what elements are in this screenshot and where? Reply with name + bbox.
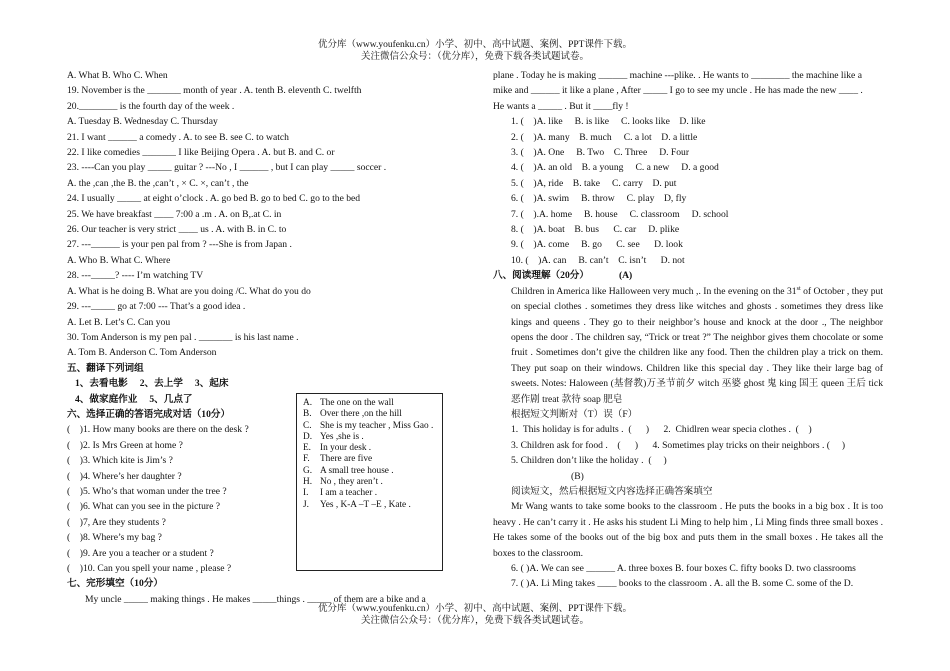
question-line: 25. We have breakfast ____ 7:00 a .m . A. on B,.at C. in <box>67 208 282 220</box>
question-line: 20.________ is the fourth day of the week . <box>67 100 235 112</box>
dialog-item: ( )7, Are they students ? <box>67 516 166 528</box>
option-letter: F. <box>303 454 310 465</box>
question-line: A. Tom B. Anderson C. Tom Anderson <box>67 347 217 359</box>
tf-instruction: 根据短文判断对（T）误（F） <box>511 408 638 420</box>
option-letter: E. <box>303 443 312 454</box>
section-6-title: 六、选择正确的答语完成对话（10分） <box>67 408 231 420</box>
question-line: A. Tuesday B. Wednesday C. Thursday <box>67 116 218 128</box>
b-question-6: 6. ( )A. We can see ______ A. three boxes B. four boxes C. fifty books D. two classrooms <box>511 563 856 574</box>
section-7-title: 七、完形填空（10分） <box>67 578 163 590</box>
question-line: 23. ----Can you play _____ guitar ? ---No , I ______ , but I can play _____ soccer . <box>67 162 387 174</box>
question-line: A. the ,can ,the B. the ,can’t , × C. ×, can’t , the <box>67 177 249 189</box>
cloze-option: 1. ( )A. like B. is like C. looks like D. like <box>511 116 706 128</box>
cloze-option: 9. ( )A. come B. go C. see D. look <box>511 239 683 251</box>
dialog-item: ( )8. Where’s my bag ? <box>67 532 162 544</box>
cloze-option: 8. ( )A. boat B. bus C. car D. plike <box>511 224 680 236</box>
option-text: A small tree house . <box>320 465 394 476</box>
section-part-b: (B) <box>571 470 584 482</box>
question-line: 26. Our teacher is very strict ____ us . A. with B. in C. to <box>67 224 287 236</box>
cloze-option: 5. ( )A, ride B. take C. carry D. put <box>511 177 677 189</box>
question-line: A. Let B. Let’s C. Can you <box>67 316 171 328</box>
part-b-instruction: 阅读短文，然后根据短文内容选择正确答案填空 <box>511 485 713 497</box>
answer-options-box <box>296 393 443 571</box>
tf-line: 5. Children don’t like the holiday . ( ) <box>511 455 667 467</box>
option-row <box>303 466 442 477</box>
dialog-item: ( )6. What can you see in the picture ? <box>67 501 220 513</box>
cloze-line: plane . Today he is making ______ machine ---plike. . He wants to ________ the machine like a <box>493 70 862 81</box>
option-text: Over there ,on the hill <box>320 409 402 420</box>
footer-line-2: 关注微信公众号：（优分库），免费下载各类试题试卷。 <box>360 616 589 626</box>
option-letter: I. <box>303 488 309 499</box>
question-line: A. What B. Who C. When <box>67 70 168 81</box>
page-header <box>0 39 950 63</box>
option-row <box>303 409 442 420</box>
option-letter: C. <box>303 420 312 431</box>
option-letter: G. <box>303 465 313 476</box>
option-letter: H. <box>303 477 313 488</box>
cloze-line: He wants a _____ . But it ____fly ! <box>493 100 629 112</box>
right-column <box>493 68 883 592</box>
question-line: 24. I usually _____ at eight o’clock . A. go bed B. go to bed C. go to the bed <box>67 193 361 205</box>
option-text: I am a teacher . <box>320 488 378 499</box>
option-text: The one on the wall <box>320 398 394 408</box>
question-line: 21. I want ______ a comedy . A. to see B. see C. to watch <box>67 131 289 143</box>
dialog-item: ( )9. Are you a teacher or a student ? <box>67 547 214 559</box>
section-8-part-a: (A) <box>618 270 633 282</box>
question-line: 28. ---_____? ---- I’m watching TV <box>67 270 204 282</box>
passage-b: Mr Wang wants to take some books to the classroom . He puts the books in a big box . It is too heavy . He can’t carry it . He asks his student Li Ming to help him , Li Ming finds three small boxes . He takes some of the books out of the big box and puts them in the small boxes . He takes all the boxes to the classroom. <box>493 501 883 559</box>
option-letter: B. <box>303 409 312 420</box>
option-letter: D. <box>303 431 313 442</box>
passage-a <box>493 284 883 407</box>
option-row <box>303 398 442 409</box>
header-line-1: 优分库（www.youfenku.cn）小学、初中、高中试题、案例、PPT课件下载。 <box>318 40 632 50</box>
option-text: She is my teacher , Miss Gao . <box>320 420 434 431</box>
section-5-row-1: 1、去看电影 2、去上学 3、起床 <box>75 378 229 390</box>
dialog-item: ( )4. Where’s her daughter ? <box>67 470 182 482</box>
passage-a-lead: Children in America like Halloween very much ,. In the evening on the 31 <box>511 285 797 297</box>
cloze-option: 7. ( ).A. home B. house C. classroom D. school <box>511 208 729 220</box>
option-text: There are five <box>320 454 373 465</box>
section-8-title <box>493 268 883 283</box>
option-row <box>303 477 442 488</box>
cloze-option: 6. ( )A. swim B. throw C. play D, fly <box>511 193 687 205</box>
option-row <box>303 432 442 443</box>
option-letter: A. <box>303 398 313 408</box>
dialog-item: ( )3. Which kite is Jim’s ? <box>67 455 173 467</box>
dialog-item: ( )10. Can you spell your name , please ? <box>67 563 232 574</box>
passage-a-sup: st <box>796 285 801 292</box>
passage-a-rest: of October , they put on special clothes . sometimes they dress like witches and ghosts . sometimes they dress like kings and queens . They go to their neighbor’s house and knock at the door ., The neighbor opens the door . The children say, “Trick or treat ?” The neighbor gives them chocolate or some fruit . Sometimes don’t give the children like any food. Then the children play a trick on them. They put soap on their windows. Children like this special day . They like their large bag of sweets. Notes: Haloween (基督教)万圣节前夕 witch 巫婆 ghost 鬼 king 国王 queen 王后 tick 恶作剧 treat 款待 soap 肥皂 <box>511 285 883 405</box>
b-question-7: 7. ( )A. Li Ming takes ____ books to the classroom . A. all the B. some C. some of the D. <box>511 578 854 590</box>
section-5-title: 五、翻译下列词组 <box>67 362 144 374</box>
section-8-title-text: 八、阅读理解（20分） <box>493 270 589 282</box>
footer-line-1: 优分库（www.youfenku.cn）小学、初中、高中试题、案例、PPT课件下载。 <box>318 604 632 614</box>
question-line: 29. ---_____ go at 7:00 --- That’s a good idea . <box>67 301 246 313</box>
tf-line: 3. Children ask for food . ( ) 4. Sometimes play tricks on their neighbors . ( ) <box>511 439 846 451</box>
option-row <box>303 443 442 454</box>
header-line-2: 关注微信公众号：（优分库），免费下载各类试题试卷。 <box>360 52 589 62</box>
dialog-item: ( )1. How many books are there on the desk ? <box>67 424 249 436</box>
option-text: Yes ,she is . <box>320 431 364 442</box>
cloze-option: 10. ( )A. can B. can’t C. isn’t D. not <box>511 254 685 266</box>
cloze-option: 3. ( )A. One B. Two C. Three D. Four <box>511 147 690 159</box>
tf-line: 1. This holiday is for adults . ( ) 2. Chidlren wear specia clothes . ( ) <box>511 424 812 436</box>
option-row <box>303 500 442 511</box>
dialog-item: ( )2. Is Mrs Green at home ? <box>67 439 183 451</box>
section-5-row-2: 4、做家庭作业 5、几点了 <box>75 393 193 405</box>
question-line: 30. Tom Anderson is my pen pal . _______ is his last name . <box>67 331 299 343</box>
dialog-item: ( )5. Who’s that woman under the tree ? <box>67 485 227 497</box>
option-row <box>303 421 442 432</box>
question-line: 19. November is the _______ month of year . A. tenth B. eleventh C. twelfth <box>67 85 362 97</box>
question-line: A. What is he doing B. What are you doing /C. What do you do <box>67 285 311 297</box>
question-line: 27. ---______ is your pen pal from ? ---She is from Japan . <box>67 239 292 251</box>
option-text: No , they aren’t . <box>320 477 383 488</box>
option-text: Yes , K-A –T –E , Kate . <box>320 499 411 510</box>
option-text: In your desk . <box>320 443 372 454</box>
cloze-option: 4. ( )A. an old B. a young C. a new D. a good <box>511 162 719 174</box>
page-footer <box>0 603 950 627</box>
cloze-passage-start: My uncle _____ making things . He makes _____things . _____ of them are a bike and a <box>85 593 426 605</box>
cloze-option: 2. ( )A. many B. much C. a lot D. a little <box>511 131 698 143</box>
cloze-line: mike and ______ it like a plane , After _____ I go to see my uncle . He has made the new ____ . <box>493 85 863 97</box>
option-letter: J. <box>303 499 309 510</box>
option-row <box>303 454 442 465</box>
question-line: 22. I like comedies _______ I like Beijing Opera . A. but B. and C. or <box>67 147 335 159</box>
question-line: A. Who B. What C. Where <box>67 254 171 266</box>
option-row <box>303 488 442 499</box>
